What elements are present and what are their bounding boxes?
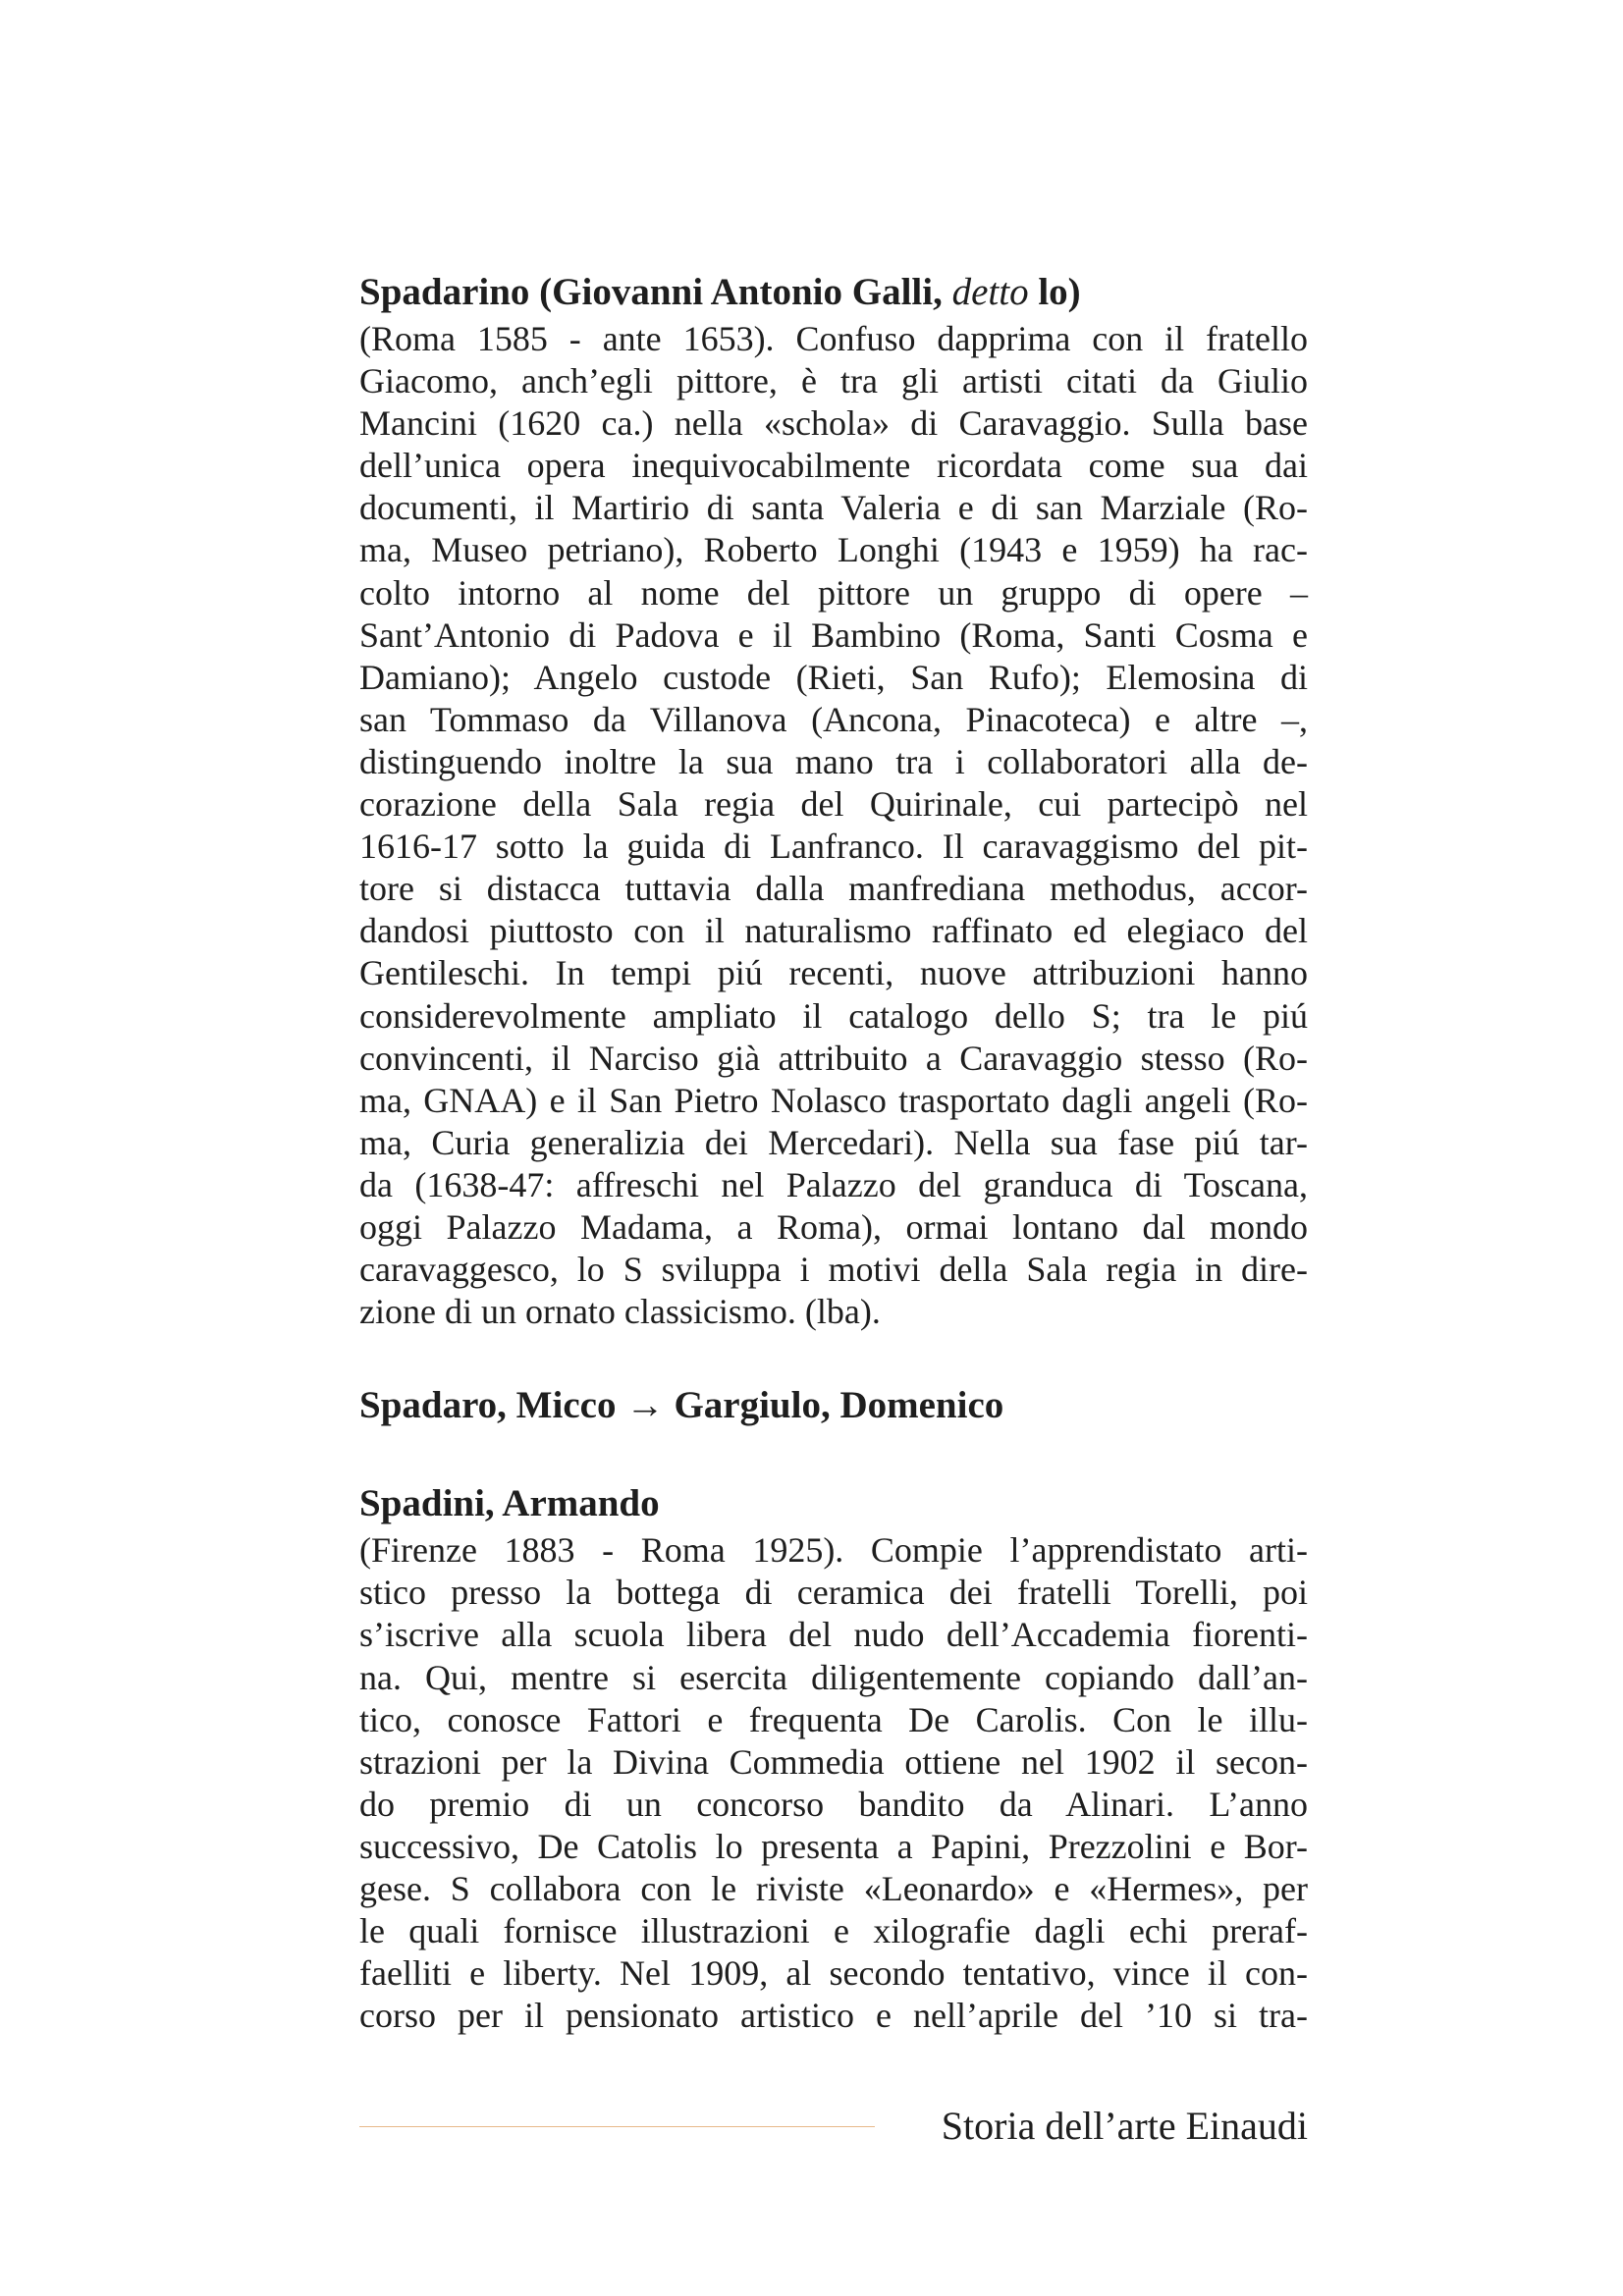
body-line: Sant’Antonio di Padova e il Bambino (Roma, Santi Cosma e xyxy=(359,614,1308,655)
body-line: ma, GNAA) e il San Pietro Nolasco trasportato dagli angeli (Ro- xyxy=(359,1080,1308,1120)
page-footer xyxy=(359,2101,1308,2156)
body-line: dandosi piuttosto con il naturalismo raffinato ed elegiaco del xyxy=(359,911,1308,951)
footer-divider xyxy=(359,2126,875,2127)
footer-publication-title: Storia dell’arte Einaudi xyxy=(941,2104,1308,2148)
body-line: (Firenze 1883 - Roma 1925). Compie l’apprendistato arti- xyxy=(359,1530,1308,1571)
xref-from: Spadaro, Micco xyxy=(359,1384,617,1427)
body-line: le quali fornisce illustrazioni e xilografie dagli echi preraf- xyxy=(359,1911,1308,1951)
body-line: strazioni per la Divina Commedia ottiene nel 1902 il secon- xyxy=(359,1741,1308,1782)
entry-title: Spadini, Armando xyxy=(359,1482,660,1525)
body-line: da (1638-47: affreschi nel Palazzo del granduca di Toscana, xyxy=(359,1164,1308,1204)
body-line: (Roma 1585 - ante 1653). Confuso dapprima con il fratello xyxy=(359,319,1308,358)
body-line: successivo, De Catolis lo presenta a Papini, Prezzolini e Bor- xyxy=(359,1826,1308,1866)
body-line: oggi Palazzo Madama, a Roma), ormai lontano dal mondo xyxy=(359,1206,1308,1247)
entry-spadarino xyxy=(359,267,1308,1333)
body-line: gese. S collabora con le riviste «Leonardo» e «Hermes», per xyxy=(359,1869,1308,1908)
body-line: Giacomo, anch’egli pittore, è tra gli artisti citati da Giulio xyxy=(359,361,1308,401)
body-line: dell’unica opera inequivocabilmente ricordata come sua dai xyxy=(359,446,1308,486)
body-line: s’iscrive alla scuola libera del nudo dell’Accademia fiorenti- xyxy=(359,1615,1308,1655)
body-line: corso per il pensionato artistico e nell’aprile del ’10 si tra- xyxy=(359,1996,1308,2036)
body-line: caravaggesco, lo S sviluppa i motivi della Sala regia in dire- xyxy=(359,1250,1308,1290)
arrow-right-icon: → xyxy=(625,1384,665,1427)
entry-title-part2: lo) xyxy=(1028,271,1081,313)
body-line: Damiano); Angelo custode (Rieti, San Rufo); Elemosina di xyxy=(359,657,1308,697)
body-line: tore si distacca tuttavia dalla manfrediana methodus, accor- xyxy=(359,869,1308,909)
body-line: corazione della Sala regia del Quirinale, cui partecipò nel xyxy=(359,784,1308,825)
body-line: ma, Curia generalizia dei Mercedari). Nella sua fase piú tar- xyxy=(359,1122,1308,1162)
entry-body xyxy=(359,1529,1308,2037)
xref-title xyxy=(359,1380,1308,1431)
body-line: tico, conosce Fattori e frequenta De Carolis. Con le illu- xyxy=(359,1699,1308,1739)
body-line: convincenti, il Narciso già attribuito a Caravaggio stesso (Ro- xyxy=(359,1038,1308,1078)
body-line: colto intorno al nome del pittore un gruppo di opere – xyxy=(359,572,1308,613)
entry-title xyxy=(359,267,1308,318)
body-line: Mancini (1620 ca.) nella «schola» di Caravaggio. Sulla base xyxy=(359,403,1308,444)
body-line: zione di un ornato classicismo. (lba). xyxy=(359,1292,881,1332)
body-line: documenti, il Martirio di santa Valeria e di san Marziale (Ro- xyxy=(359,488,1308,528)
body-line: distinguendo inoltre la sua mano tra i collaboratori alla de- xyxy=(359,741,1308,781)
entry-title-part1: Spadarino (Giovanni Antonio Galli, xyxy=(359,271,952,313)
text-column xyxy=(359,267,1308,2037)
entry-spadini xyxy=(359,1478,1308,2037)
entry-title-italic: detto xyxy=(951,271,1029,313)
body-line: faelliti e liberty. Nel 1909, al secondo tentativo, vince il con- xyxy=(359,1953,1308,1994)
body-line: na. Qui, mentre si esercita diligentemente copiando dall’an- xyxy=(359,1657,1308,1697)
body-line: considerevolmente ampliato il catalogo dello S; tra le piú xyxy=(359,995,1308,1036)
body-line: Gentileschi. In tempi piú recenti, nuove attribuzioni hanno xyxy=(359,953,1308,993)
body-line: 1616-17 sotto la guida di Lanfranco. Il caravaggismo del pit- xyxy=(359,827,1308,867)
entry-body xyxy=(359,318,1308,1333)
body-line: ma, Museo petriano), Roberto Longhi (1943 e 1959) ha rac- xyxy=(359,530,1308,570)
body-line: stico presso la bottega di ceramica dei fratelli Torelli, poi xyxy=(359,1573,1308,1613)
body-line: san Tommaso da Villanova (Ancona, Pinacoteca) e altre –, xyxy=(359,699,1308,739)
entry-spadaro-xref xyxy=(359,1380,1308,1431)
body-line: do premio di un concorso bandito da Alinari. L’anno xyxy=(359,1784,1308,1824)
xref-to[interactable]: Gargiulo, Domenico xyxy=(674,1384,1004,1427)
